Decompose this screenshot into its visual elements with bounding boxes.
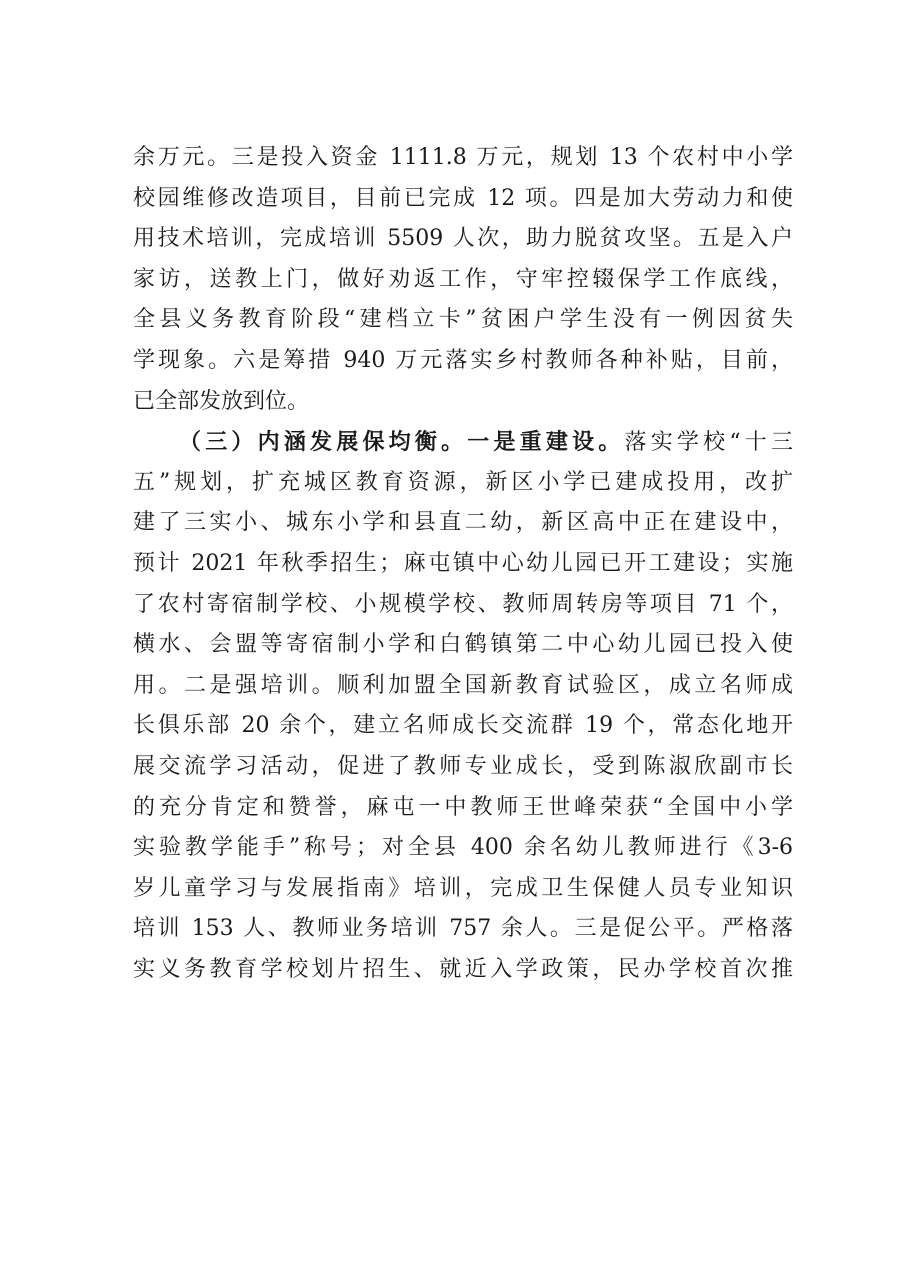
text-line: 五”规划，扩充城区教育资源，新区小学已建成投用，改扩	[133, 469, 793, 495]
paragraph-heading: （三）内涵发展保均衡。一是重建设。	[179, 429, 625, 456]
text-line: 全县义务教育阶段“建档立卡”贫困户学生没有一例因贫失	[133, 307, 793, 333]
text-line: 岁儿童学习与发展指南》培训，完成卫生保健人员专业知识	[133, 875, 793, 901]
text-line: 长俱乐部 20 余个，建立名师成长交流群 19 个，常态化地开	[133, 713, 793, 739]
text-line: 用。二是强培训。顺利加盟全国新教育试验区，成立名师成	[133, 672, 793, 698]
text-line: 学现象。六是筹措 940 万元落实乡村教师各种补贴，目前，	[133, 347, 793, 373]
text-line: 实义务教育学校划片招生、就近入学政策，民办学校首次推	[133, 956, 793, 982]
text-line: 建了三实小、城东小学和县直二幼，新区高中正在建设中，	[133, 510, 793, 536]
heading-line-rest: 落实学校“十三	[624, 430, 793, 456]
text-line: 展交流学习活动，促进了教师专业成长，受到陈淑欣副市长	[133, 753, 793, 779]
document-body	[133, 140, 793, 992]
text-line: 已全部发放到位。	[133, 388, 310, 414]
text-line: 培训 153 人、教师业务培训 757 余人。三是促公平。严格落	[133, 916, 793, 942]
paragraph-1	[133, 140, 793, 424]
text-line: 横水、会盟等寄宿制小学和白鹤镇第二中心幼儿园已投入使	[133, 632, 793, 658]
text-line: 校园维修改造项目，目前已完成 12 项。四是加大劳动力和使	[133, 185, 793, 211]
text-line: 余万元。三是投入资金 1111.8 万元，规划 13 个农村中小学	[133, 145, 793, 170]
text-line: 家访，送教上门，做好劝返工作，守牢控辍保学工作底线，	[133, 266, 793, 292]
text-line: 的充分肯定和赞誉，麻屯一中教师王世峰荣获“全国中小学	[133, 794, 793, 820]
text-line: 预计 2021 年秋季招生；麻屯镇中心幼儿园已开工建设；实施	[133, 550, 793, 576]
paragraph-heading-line	[133, 424, 793, 465]
text-line: 实验教学能手”称号；对全县 400 余名幼儿教师进行《3-6	[133, 835, 793, 861]
text-line: 用技术培训，完成培训 5509 人次，助力脱贫攻坚。五是入户	[133, 226, 793, 252]
paragraph-2	[133, 424, 793, 992]
text-line: 了农村寄宿制学校、小规模学校、教师周转房等项目 71 个，	[133, 591, 793, 617]
